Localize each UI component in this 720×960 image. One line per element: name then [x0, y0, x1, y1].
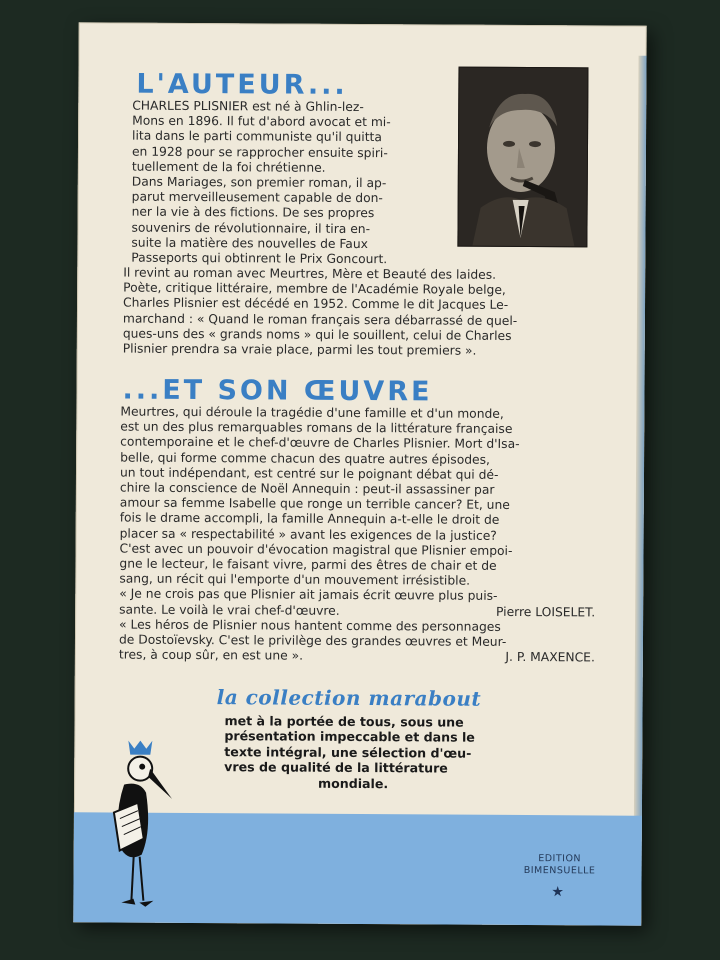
text-line: de Dostoïevsky. C'est le privilège des grandes œuvres et Meur-	[118, 632, 507, 649]
quote-end: tres, à coup sûr, en est une ».	[118, 647, 304, 663]
text-line: en 1928 pour se rapprocher ensuite spiri-	[131, 144, 388, 160]
text-line: souvenirs de révolutionnaire, il tira en-	[131, 220, 371, 236]
text-line: parut merveilleusement capable de don-	[131, 189, 383, 206]
text-line: présentation impeccable et dans le	[224, 728, 475, 746]
heading-auteur: L'AUTEUR...	[136, 68, 348, 101]
quote-attribution-line	[119, 648, 595, 666]
author-portrait-image	[458, 68, 587, 247]
text-line: met à la portée de tous, sous une	[224, 713, 464, 730]
oeuvre-paragraph	[119, 405, 597, 666]
text-line: marchand : « Quand le roman français sera débarrassé de quel-	[122, 311, 518, 328]
auteur-paragraph-rest	[123, 266, 596, 360]
star-icon: ★	[551, 883, 565, 900]
text-line: « Je ne crois pas que Plisnier ait jamais écrit œuvre plus puis-	[119, 586, 498, 604]
collection-title: la collection marabout	[216, 685, 482, 711]
text-line: Poète, critique littéraire, membre de l'Académie Royale belge,	[123, 280, 506, 298]
text-line: tuellement de la foi chrétienne.	[131, 159, 326, 175]
book-back-cover	[73, 22, 646, 925]
text-line: Charles Plisnier est décédé en 1952. Comme le dit Jacques Le-	[122, 295, 509, 313]
text-line: est un des plus remarquables romans de la littérature française	[120, 419, 513, 437]
text-line: Meurtres, qui déroule la tragédie d'une famille et d'un monde,	[120, 404, 504, 421]
text-line: CHARLES PLISNIER est né à Ghlin-lez-	[132, 98, 364, 115]
quote-author: Pierre LOISELET.	[496, 604, 596, 620]
text-line: sang, un récit qui l'emporte d'un mouvement irrésistible.	[119, 571, 471, 588]
quote-author: J. P. MAXENCE.	[505, 650, 595, 665]
text-line: ner la vie à des fictions. De ses propres	[131, 205, 375, 221]
edition-line-1: EDITION	[538, 853, 582, 865]
text-line: chire la conscience de Noël Annequin : peut-il assassiner par	[119, 480, 495, 497]
text-line: lita dans le parti communiste qu'il quitta	[132, 129, 382, 145]
text-line: gne le lecteur, le faisant vivre, parmi des êtres de chair et de	[119, 556, 497, 573]
text-line: placer sa « respectabilité » avant les exigences de la justice?	[119, 526, 497, 543]
heading-oeuvre: ...ET SON ŒUVRE	[122, 374, 433, 408]
text-line: Passeports qui obtinrent le Prix Goncourt.	[131, 250, 388, 267]
text-line: mondiale.	[317, 775, 389, 791]
author-photo	[457, 67, 588, 248]
marabout-bird-logo	[93, 734, 174, 914]
collection-description	[224, 713, 482, 792]
text-line: contemporaine et le chef-d'œuvre de Charles Plisnier. Mort d'Isa-	[120, 434, 520, 452]
text-line: C'est avec un pouvoir d'évocation magistral que Plisnier empoi-	[119, 541, 513, 558]
text-line: Plisnier prendra sa vraie place, parmi les tout premiers ».	[122, 341, 477, 358]
edition-label	[520, 853, 600, 877]
text-line: belle, qui forme comme chacun des quatre autres épisodes,	[120, 450, 490, 467]
text-line: texte intégral, une sélection d'œu-	[224, 743, 472, 761]
spine-edge	[633, 56, 646, 916]
edition-line-2: BIMENSUELLE	[523, 865, 596, 877]
text-line: un tout indépendant, est centré sur le poignant débat qui dé-	[119, 465, 499, 482]
auteur-paragraph-top	[131, 99, 450, 268]
text-line: Il revint au roman avec Meurtres, Mère et Beauté des laides.	[123, 265, 497, 282]
text-line: suite la matière des nouvelles de Faux	[131, 235, 368, 251]
text-line: « Les héros de Plisnier nous hantent comme des personnages	[119, 617, 501, 634]
text-line: Mons en 1896. Il fut d'abord avocat et mi-	[132, 113, 391, 130]
text-line: amour sa femme Isabelle que ronge un terrible cancer? Et, une	[119, 495, 510, 513]
quote-end: sante. Le voilà le vrai chef-d'œuvre.	[119, 602, 340, 618]
text-line: vres de qualité de la littérature	[224, 759, 448, 776]
text-line: Dans Mariages, son premier roman, il ap-	[131, 174, 387, 191]
text-line: fois le drame accompli, la famille Annequin a-t-elle le droit de	[119, 510, 500, 528]
text-line: ques-uns des « grands noms » qui le souillent, celui de Charles	[122, 326, 512, 343]
